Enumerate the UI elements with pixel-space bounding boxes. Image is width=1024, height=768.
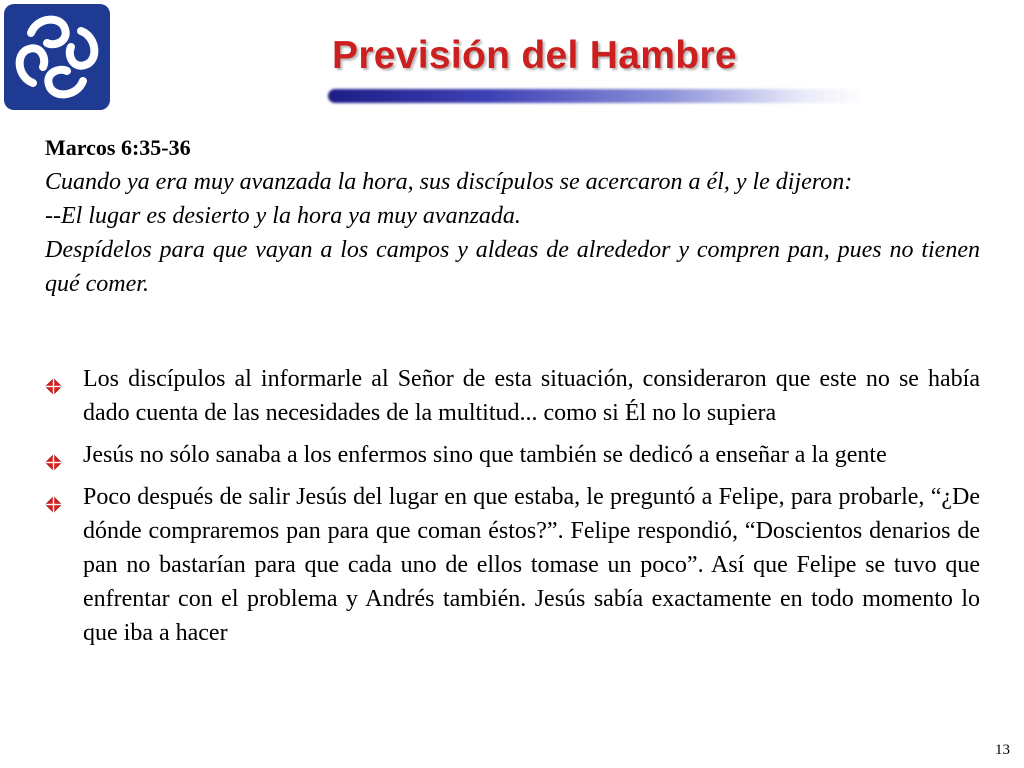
- page-number: 13: [995, 742, 1010, 758]
- scripture-verse: Despídelos para que vayan a los campos y aldeas de alrededor y compren pan, pues no tienen qué comer.: [45, 237, 980, 297]
- scripture-block: [45, 131, 980, 301]
- title-underline-bar: [328, 89, 868, 103]
- scripture-reference: Marcos 6:35-36: [45, 135, 191, 160]
- bullet-list: [45, 362, 980, 658]
- bullet-item: [45, 438, 980, 472]
- bullet-text: Jesús no sólo sanaba a los enfermos sino que también se dedicó a enseñar a la gente: [83, 442, 887, 468]
- scripture-verse: Cuando ya era muy avanzada la hora, sus discípulos se acercaron a él, y le dijeron:: [45, 169, 853, 195]
- diamond-bullet-icon: [45, 447, 62, 464]
- bullet-text: Poco después de salir Jesús del lugar en que estaba, le preguntó a Felipe, para probarle, “¿De dónde compraremos pan para que coman éstos?”. Felipe respondió, “Doscientos denarios de pan no bastarían para que cada uno de ellos tomase un poco”. Así que Felipe se tuvo que enfrentar con el problema y Andrés también. Jesús sabía exactamente en todo momento lo que iba a hacer: [83, 484, 980, 646]
- bullet-item: [45, 480, 980, 650]
- bullet-item: [45, 362, 980, 430]
- diamond-bullet-icon: [45, 489, 62, 506]
- diamond-bullet-icon: [45, 371, 62, 388]
- bullet-text: Los discípulos al informarle al Señor de esta situación, consideraron que este no se había dado cuenta de las necesidades de la multitud... como si Él no lo supiera: [83, 366, 980, 426]
- scripture-verse: --El lugar es desierto y la hora ya muy avanzada.: [45, 203, 521, 229]
- slide-title: Previsión del Hambre: [332, 34, 737, 77]
- interlocking-hands-logo-icon: [3, 3, 111, 111]
